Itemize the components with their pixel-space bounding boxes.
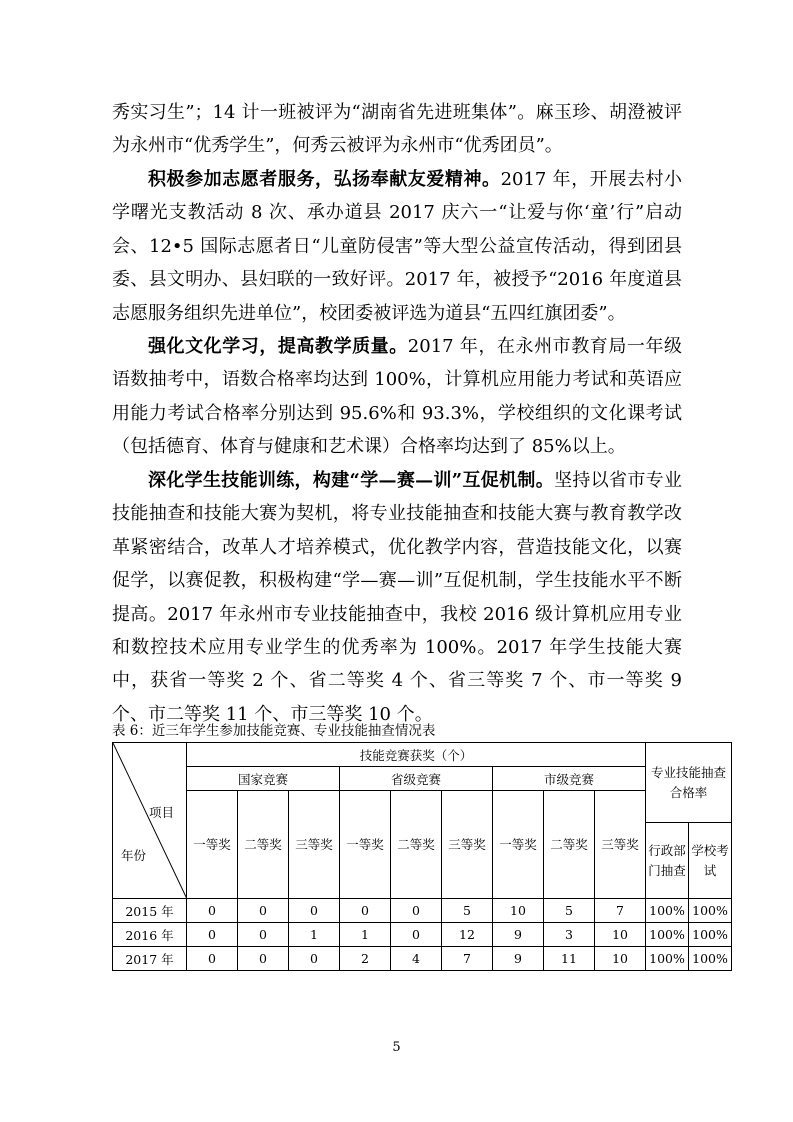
corner-label-year: 年份 [121,848,147,863]
corner-diagonal-line [113,743,187,899]
rate-school-header: 学校考试 [689,823,732,899]
paragraph-2-heading: 积极参加志愿者服务，弘扬奉献友爱精神。 [148,169,501,190]
value-cell: 0 [238,899,289,923]
page-number: 5 [392,1040,401,1055]
value-cell: 12 [442,923,493,947]
corner-label-item: 项目 [148,805,174,820]
level-national-header: 国家竞赛 [187,767,340,791]
value-cell: 0 [187,899,238,923]
year-cell: 2016 年 [113,923,187,947]
value-cell: 10 [493,899,544,923]
value-cell: 0 [187,947,238,971]
value-cell: 100% [689,899,732,923]
value-cell: 1 [289,923,340,947]
value-cell: 9 [493,923,544,947]
value-cell: 0 [289,947,340,971]
value-cell: 5 [544,899,595,923]
paragraph-3-heading: 强化文化学习，提高教学质量。 [148,336,408,357]
paragraph-1 [112,96,682,163]
paragraph-4 [112,464,682,731]
level-provincial-header: 省级竞赛 [340,767,493,791]
value-cell: 7 [442,947,493,971]
value-cell: 10 [595,947,646,971]
value-cell: 100% [646,899,689,923]
table-caption: 表 6：近三年学生参加技能竞赛、专业技能抽查情况表 [112,723,436,739]
value-cell: 100% [646,923,689,947]
value-cell: 5 [442,899,493,923]
table-row [113,923,732,947]
table-row [113,899,732,923]
value-cell: 10 [595,923,646,947]
skills-competition-header: 技能竞赛获奖（个） [187,743,646,767]
value-cell: 2 [340,947,391,971]
paragraph-4-heading: 深化学生技能训练，构建“学—赛—训”互促机制。 [148,470,555,491]
award-second-header: 二等奖 [544,791,595,899]
value-cell: 0 [238,923,289,947]
award-third-header: 三等奖 [289,791,340,899]
value-cell: 0 [391,923,442,947]
value-cell: 9 [493,947,544,971]
paragraph-4-text: 坚持以省市专业技能抽查和技能大赛为契机，将专业技能抽查和技能大赛与教育教学改革紧密结合，改革人才培养模式，优化教学内容，营造技能文化，以赛促学，以赛促教，积极构建“学—赛—训”互促机制，学生技能水平不断提高。2017 年永州市专业技能抽查中，我校 2016 级计算机应用专业和数控技术应用专业学生的优秀率为 100%。2017 年学生技能大赛中，获省一等奖 2 个、省二等奖 4 个、省三等奖 7 个、市一等奖 9 个、市二等奖 11 个、市三等奖 10 个。 [112,470,682,725]
value-cell: 100% [689,947,732,971]
value-cell: 0 [187,923,238,947]
paragraph-3 [112,330,682,464]
value-cell: 100% [646,947,689,971]
award-third-header: 三等奖 [442,791,493,899]
award-second-header: 二等奖 [238,791,289,899]
inspection-rate-header: 专业技能抽查合格率 [646,743,732,823]
awards-table [112,742,732,971]
paragraph-1-text: 秀实习生”；14 计一班被评为“湖南省先进班集体”。麻玉珍、胡澄被评为永州市“优秀学生”，何秀云被评为永州市“优秀团员”。 [112,102,682,157]
award-first-header: 一等奖 [340,791,391,899]
level-city-header: 市级竞赛 [493,767,646,791]
award-first-header: 一等奖 [493,791,544,899]
award-third-header: 三等奖 [595,791,646,899]
year-cell: 2015 年 [113,899,187,923]
value-cell: 3 [544,923,595,947]
year-cell: 2017 年 [113,947,187,971]
value-cell: 0 [340,899,391,923]
value-cell: 11 [544,947,595,971]
value-cell: 0 [238,947,289,971]
value-cell: 0 [391,899,442,923]
value-cell: 100% [689,923,732,947]
value-cell: 0 [289,899,340,923]
award-second-header: 二等奖 [391,791,442,899]
table-corner-cell [113,743,187,899]
paragraph-2 [112,163,682,330]
value-cell: 7 [595,899,646,923]
table-row [113,947,732,971]
paragraph-2-text: 2017 年，开展去村小学曙光支教活动 8 次、承办道县 2017 庆六一“让爱与你‘童’行”启动会、12•5 国际志愿者日“儿童防侵害”等大型公益宣传活动，得到团县委、县文明办、县妇联的一致好评。2017 年，被授予“2016 年度道县志愿服务组织先进单位”，校团委被评选为道县“五四红旗团委”。 [112,169,683,324]
award-first-header: 一等奖 [187,791,238,899]
value-cell: 1 [340,923,391,947]
rate-admin-header: 行政部门抽查 [646,823,689,899]
paragraph-3-text: 2017 年，在永州市教育局一年级语数抽考中，语数合格率均达到 100%，计算机应用能力考试和英语应用能力考试合格率分别达到 95.6%和 93.3%，学校组织的文化课考试（包括德育、体育与健康和艺术课）合格率均达到了 85%以上。 [112,336,683,458]
value-cell: 4 [391,947,442,971]
